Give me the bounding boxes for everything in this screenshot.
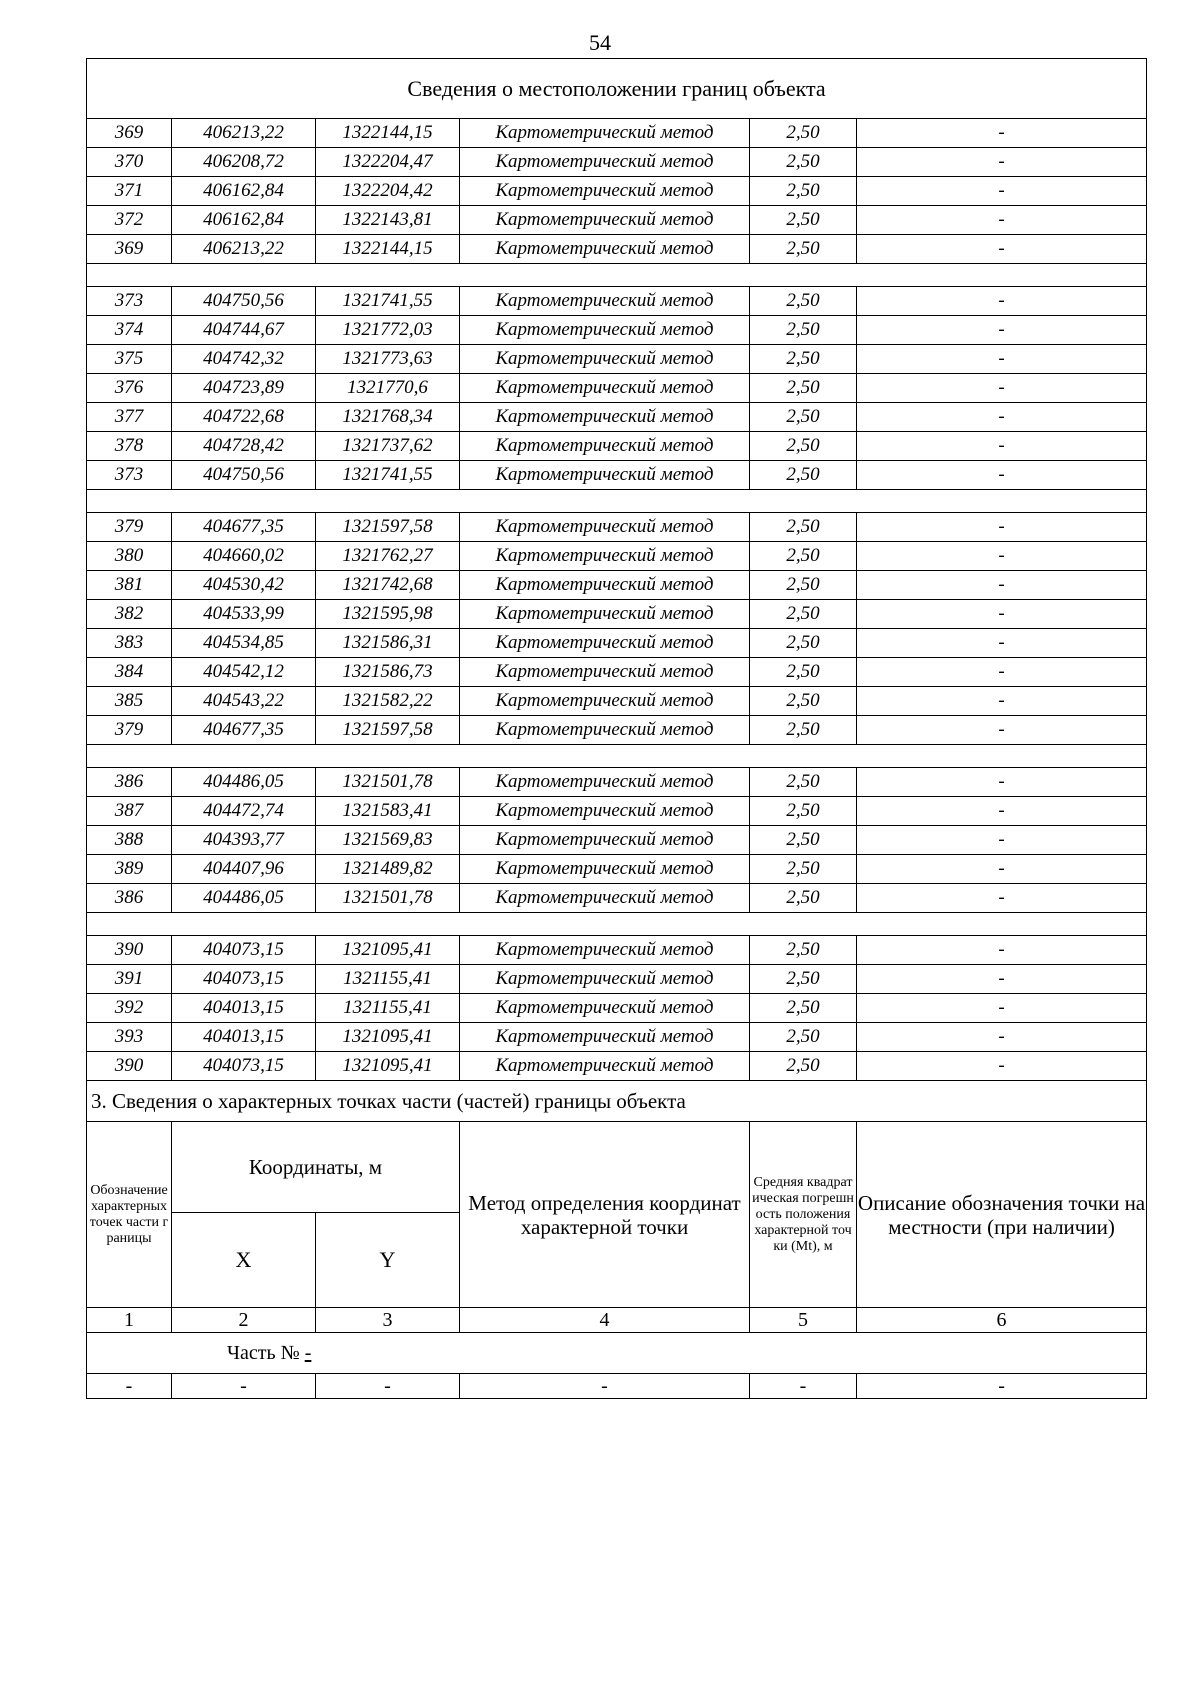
table-row: [87, 936, 1147, 965]
method-cell: Картометрический метод: [460, 1052, 750, 1081]
column-number-cell: 1: [87, 1308, 172, 1333]
group-separator-cell: [87, 745, 1147, 768]
point-number-cell: 387: [87, 797, 172, 826]
point-number-cell: 386: [87, 768, 172, 797]
group-separator-cell: [87, 264, 1147, 287]
y-coordinate-cell: 1321597,58: [316, 513, 460, 542]
x-coordinate-cell: 404722,68: [172, 403, 316, 432]
error-cell: 2,50: [750, 716, 857, 745]
y-coordinate-cell: 1321586,31: [316, 629, 460, 658]
column-number-cell: 4: [460, 1308, 750, 1333]
y-coordinate-cell: 1321772,03: [316, 316, 460, 345]
y-coordinate-cell: 1321597,58: [316, 716, 460, 745]
point-number-cell: 373: [87, 287, 172, 316]
description-cell: -: [857, 345, 1147, 374]
error-cell: 2,50: [750, 826, 857, 855]
point-number-cell: 369: [87, 119, 172, 148]
point-number-cell: 381: [87, 571, 172, 600]
description-cell: -: [857, 629, 1147, 658]
section3-title: 3. Сведения о характерных точках части (частей) границы объекта: [87, 1081, 1147, 1122]
method-cell: Картометрический метод: [460, 600, 750, 629]
description-cell: -: [857, 461, 1147, 490]
point-number-cell: 380: [87, 542, 172, 571]
description-cell: -: [857, 148, 1147, 177]
description-cell: -: [857, 316, 1147, 345]
method-cell: Картометрический метод: [460, 936, 750, 965]
point-number-cell: 392: [87, 994, 172, 1023]
y-coordinate-cell: 1321569,83: [316, 826, 460, 855]
method-cell: Картометрический метод: [460, 716, 750, 745]
method-cell: Картометрический метод: [460, 571, 750, 600]
group-separator-cell: [87, 490, 1147, 513]
description-cell: -: [857, 1374, 1147, 1399]
x-coordinate-cell: 404073,15: [172, 936, 316, 965]
point-number-cell: 388: [87, 826, 172, 855]
x-coordinate-cell: -: [172, 1374, 316, 1399]
y-coordinate-cell: 1321155,41: [316, 994, 460, 1023]
error-cell: 2,50: [750, 936, 857, 965]
y-coordinate-cell: 1321595,98: [316, 600, 460, 629]
x-coordinate-cell: 404723,89: [172, 374, 316, 403]
header-description: Описание обозначения точки на местности (при наличии): [857, 1122, 1147, 1308]
y-coordinate-cell: 1321095,41: [316, 1052, 460, 1081]
point-number-cell: 379: [87, 716, 172, 745]
error-cell: 2,50: [750, 316, 857, 345]
method-cell: Картометрический метод: [460, 513, 750, 542]
x-coordinate-cell: 404013,15: [172, 994, 316, 1023]
column-number-cell: 3: [316, 1308, 460, 1333]
y-coordinate-cell: -: [316, 1374, 460, 1399]
description-cell: -: [857, 571, 1147, 600]
description-cell: -: [857, 965, 1147, 994]
method-cell: Картометрический метод: [460, 403, 750, 432]
description-cell: -: [857, 1023, 1147, 1052]
description-cell: -: [857, 716, 1147, 745]
description-cell: -: [857, 994, 1147, 1023]
column-number-cell: 6: [857, 1308, 1147, 1333]
table-row: [87, 1374, 1147, 1399]
error-cell: 2,50: [750, 797, 857, 826]
y-coordinate-cell: 1321155,41: [316, 965, 460, 994]
section3-header-row: [87, 1122, 1147, 1213]
y-coordinate-cell: 1321586,73: [316, 658, 460, 687]
error-cell: 2,50: [750, 374, 857, 403]
table-row: [87, 600, 1147, 629]
y-coordinate-cell: 1322143,81: [316, 206, 460, 235]
point-number-cell: 372: [87, 206, 172, 235]
method-cell: Картометрический метод: [460, 235, 750, 264]
description-cell: -: [857, 768, 1147, 797]
point-number-cell: 393: [87, 1023, 172, 1052]
table-row: [87, 513, 1147, 542]
error-cell: 2,50: [750, 600, 857, 629]
part-label: Часть №: [227, 1341, 300, 1364]
table-row: [87, 687, 1147, 716]
point-number-cell: 369: [87, 235, 172, 264]
method-cell: Картометрический метод: [460, 994, 750, 1023]
table-row: [87, 658, 1147, 687]
error-cell: 2,50: [750, 571, 857, 600]
method-cell: Картометрический метод: [460, 287, 750, 316]
table-row: [87, 826, 1147, 855]
table-row: [87, 571, 1147, 600]
method-cell: Картометрический метод: [460, 768, 750, 797]
x-coordinate-cell: 406162,84: [172, 206, 316, 235]
method-cell: Картометрический метод: [460, 206, 750, 235]
y-coordinate-cell: 1322144,15: [316, 235, 460, 264]
table-row: [87, 716, 1147, 745]
column-number-cell: 2: [172, 1308, 316, 1333]
point-number-cell: -: [87, 1374, 172, 1399]
method-cell: Картометрический метод: [460, 1023, 750, 1052]
method-cell: Картометрический метод: [460, 687, 750, 716]
error-cell: 2,50: [750, 629, 857, 658]
x-coordinate-cell: 406213,22: [172, 119, 316, 148]
section3-title-row: [87, 1081, 1147, 1122]
error-cell: 2,50: [750, 768, 857, 797]
description-cell: -: [857, 600, 1147, 629]
group-separator-row: [87, 745, 1147, 768]
x-coordinate-cell: 406208,72: [172, 148, 316, 177]
x-coordinate-cell: 404677,35: [172, 513, 316, 542]
table-row: [87, 884, 1147, 913]
section-title-row: [87, 59, 1147, 119]
point-number-cell: 377: [87, 403, 172, 432]
description-cell: -: [857, 936, 1147, 965]
y-coordinate-cell: 1321770,6: [316, 374, 460, 403]
point-number-cell: 382: [87, 600, 172, 629]
y-coordinate-cell: 1321501,78: [316, 768, 460, 797]
table-row: [87, 855, 1147, 884]
table-row: [87, 461, 1147, 490]
column-number-cell: 5: [750, 1308, 857, 1333]
point-number-cell: 374: [87, 316, 172, 345]
method-cell: Картометрический метод: [460, 826, 750, 855]
section-title: Сведения о местоположении границ объекта: [87, 59, 1147, 119]
description-cell: -: [857, 687, 1147, 716]
y-coordinate-cell: 1321742,68: [316, 571, 460, 600]
y-coordinate-cell: 1321762,27: [316, 542, 460, 571]
error-cell: 2,50: [750, 206, 857, 235]
description-cell: -: [857, 1052, 1147, 1081]
x-coordinate-cell: 404543,22: [172, 687, 316, 716]
table-row: [87, 177, 1147, 206]
y-coordinate-cell: 1321741,55: [316, 287, 460, 316]
method-cell: Картометрический метод: [460, 432, 750, 461]
point-number-cell: 376: [87, 374, 172, 403]
table-row: [87, 1023, 1147, 1052]
point-number-cell: 385: [87, 687, 172, 716]
method-cell: Картометрический метод: [460, 148, 750, 177]
y-coordinate-cell: 1322144,15: [316, 119, 460, 148]
method-cell: Картометрический метод: [460, 316, 750, 345]
table-row: [87, 768, 1147, 797]
table-row: [87, 148, 1147, 177]
point-number-cell: 370: [87, 148, 172, 177]
x-coordinate-cell: 404660,02: [172, 542, 316, 571]
x-coordinate-cell: 406162,84: [172, 177, 316, 206]
error-cell: 2,50: [750, 461, 857, 490]
table-row: [87, 1052, 1147, 1081]
x-coordinate-cell: 404472,74: [172, 797, 316, 826]
point-number-cell: 386: [87, 884, 172, 913]
method-cell: Картометрический метод: [460, 119, 750, 148]
table-row: [87, 965, 1147, 994]
description-cell: -: [857, 287, 1147, 316]
method-cell: Картометрический метод: [460, 345, 750, 374]
point-number-cell: 379: [87, 513, 172, 542]
x-coordinate-cell: 404486,05: [172, 884, 316, 913]
table-row: [87, 374, 1147, 403]
description-cell: -: [857, 374, 1147, 403]
table-row: [87, 432, 1147, 461]
table-row: [87, 797, 1147, 826]
method-cell: Картометрический метод: [460, 797, 750, 826]
description-cell: -: [857, 235, 1147, 264]
x-coordinate-cell: 404073,15: [172, 1052, 316, 1081]
description-cell: -: [857, 658, 1147, 687]
description-cell: -: [857, 797, 1147, 826]
error-cell: 2,50: [750, 177, 857, 206]
method-cell: Картометрический метод: [460, 884, 750, 913]
error-cell: 2,50: [750, 403, 857, 432]
description-cell: -: [857, 884, 1147, 913]
y-coordinate-cell: 1321768,34: [316, 403, 460, 432]
error-cell: 2,50: [750, 287, 857, 316]
description-cell: -: [857, 826, 1147, 855]
x-coordinate-cell: 404073,15: [172, 965, 316, 994]
error-cell: 2,50: [750, 855, 857, 884]
table-row: [87, 119, 1147, 148]
table-row: [87, 235, 1147, 264]
x-coordinate-cell: 404542,12: [172, 658, 316, 687]
y-coordinate-cell: 1321582,22: [316, 687, 460, 716]
error-cell: 2,50: [750, 994, 857, 1023]
table-row: [87, 316, 1147, 345]
y-coordinate-cell: 1322204,47: [316, 148, 460, 177]
point-number-cell: 390: [87, 936, 172, 965]
point-number-cell: 373: [87, 461, 172, 490]
y-coordinate-cell: 1321737,62: [316, 432, 460, 461]
description-cell: -: [857, 206, 1147, 235]
group-separator-row: [87, 264, 1147, 287]
table-row: [87, 542, 1147, 571]
boundary-table: [86, 58, 1147, 1399]
point-number-cell: 371: [87, 177, 172, 206]
error-cell: 2,50: [750, 1052, 857, 1081]
column-number-row: [87, 1308, 1147, 1333]
method-cell: Картометрический метод: [460, 542, 750, 571]
error-cell: 2,50: [750, 687, 857, 716]
y-coordinate-cell: 1321773,63: [316, 345, 460, 374]
method-cell: Картометрический метод: [460, 461, 750, 490]
point-number-cell: 391: [87, 965, 172, 994]
point-number-cell: 389: [87, 855, 172, 884]
error-cell: 2,50: [750, 119, 857, 148]
x-coordinate-cell: 404407,96: [172, 855, 316, 884]
x-coordinate-cell: 404533,99: [172, 600, 316, 629]
x-coordinate-cell: 406213,22: [172, 235, 316, 264]
error-cell: 2,50: [750, 884, 857, 913]
part-value: -: [304, 1341, 312, 1364]
error-cell: 2,50: [750, 432, 857, 461]
header-method: Метод определения координат характерной точки: [460, 1122, 750, 1308]
point-number-cell: 390: [87, 1052, 172, 1081]
x-coordinate-cell: 404728,42: [172, 432, 316, 461]
method-cell: Картометрический метод: [460, 855, 750, 884]
error-cell: 2,50: [750, 1023, 857, 1052]
description-cell: -: [857, 119, 1147, 148]
part-label-cell: [87, 1333, 1147, 1374]
header-x: X: [172, 1213, 316, 1308]
method-cell: Картометрический метод: [460, 629, 750, 658]
method-cell: Картометрический метод: [460, 658, 750, 687]
header-y: Y: [316, 1213, 460, 1308]
table-row: [87, 287, 1147, 316]
point-number-cell: 384: [87, 658, 172, 687]
error-cell: -: [750, 1374, 857, 1399]
header-coordinates: Координаты, м: [172, 1122, 460, 1213]
header-error: Средняя квадратическая погрешность положения характерной точки (Mt), м: [750, 1122, 857, 1308]
y-coordinate-cell: 1321489,82: [316, 855, 460, 884]
part-row: [87, 1333, 1147, 1374]
point-number-cell: 383: [87, 629, 172, 658]
y-coordinate-cell: 1321501,78: [316, 884, 460, 913]
group-separator-cell: [87, 913, 1147, 936]
y-coordinate-cell: 1321095,41: [316, 1023, 460, 1052]
table-row: [87, 629, 1147, 658]
table-row: [87, 403, 1147, 432]
x-coordinate-cell: 404534,85: [172, 629, 316, 658]
y-coordinate-cell: 1321583,41: [316, 797, 460, 826]
description-cell: -: [857, 403, 1147, 432]
table-row: [87, 345, 1147, 374]
x-coordinate-cell: 404530,42: [172, 571, 316, 600]
method-cell: Картометрический метод: [460, 177, 750, 206]
error-cell: 2,50: [750, 235, 857, 264]
error-cell: 2,50: [750, 513, 857, 542]
error-cell: 2,50: [750, 965, 857, 994]
x-coordinate-cell: 404486,05: [172, 768, 316, 797]
method-cell: Картометрический метод: [460, 374, 750, 403]
error-cell: 2,50: [750, 542, 857, 571]
method-cell: -: [460, 1374, 750, 1399]
error-cell: 2,50: [750, 658, 857, 687]
group-separator-row: [87, 913, 1147, 936]
y-coordinate-cell: 1321741,55: [316, 461, 460, 490]
group-separator-row: [87, 490, 1147, 513]
x-coordinate-cell: 404393,77: [172, 826, 316, 855]
x-coordinate-cell: 404750,56: [172, 461, 316, 490]
x-coordinate-cell: 404750,56: [172, 287, 316, 316]
table-row: [87, 994, 1147, 1023]
table-row: [87, 206, 1147, 235]
page-number: 54: [589, 30, 611, 55]
x-coordinate-cell: 404013,15: [172, 1023, 316, 1052]
x-coordinate-cell: 404742,32: [172, 345, 316, 374]
description-cell: -: [857, 542, 1147, 571]
description-cell: -: [857, 177, 1147, 206]
point-number-cell: 375: [87, 345, 172, 374]
x-coordinate-cell: 404744,67: [172, 316, 316, 345]
y-coordinate-cell: 1322204,42: [316, 177, 460, 206]
error-cell: 2,50: [750, 148, 857, 177]
description-cell: -: [857, 513, 1147, 542]
point-number-cell: 378: [87, 432, 172, 461]
description-cell: -: [857, 432, 1147, 461]
description-cell: -: [857, 855, 1147, 884]
header-point-designation: Обозначение характерных точек части границы: [87, 1122, 172, 1308]
y-coordinate-cell: 1321095,41: [316, 936, 460, 965]
x-coordinate-cell: 404677,35: [172, 716, 316, 745]
method-cell: Картометрический метод: [460, 965, 750, 994]
error-cell: 2,50: [750, 345, 857, 374]
